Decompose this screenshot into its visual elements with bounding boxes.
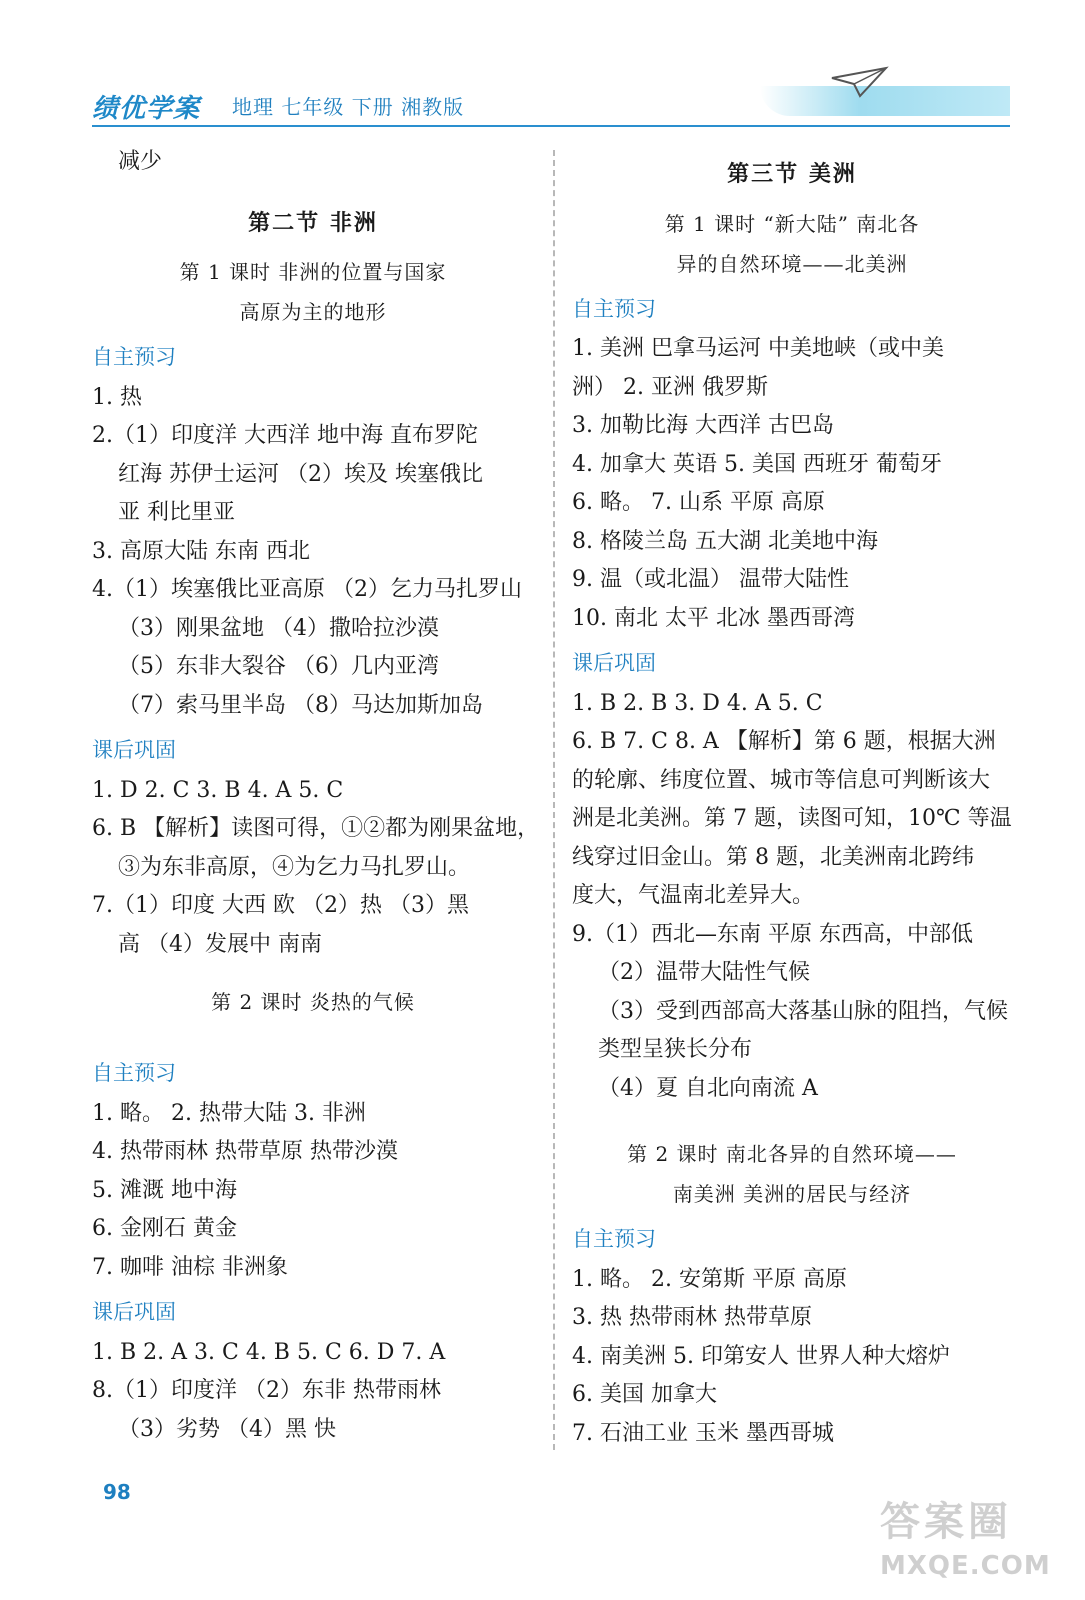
page-header	[0, 60, 1085, 150]
lesson-title-line: 高原为主的地形	[239, 300, 387, 324]
answer-line: 1. 略。 2. 安第斯 平原 高原	[572, 1266, 847, 1292]
answer-line: 洲） 2. 亚洲 俄罗斯	[572, 374, 768, 400]
left-column	[92, 143, 540, 1449]
header-rule	[92, 125, 1010, 127]
answer-line: 高 （4）发展中 南南	[118, 931, 322, 957]
answer-list	[92, 772, 540, 965]
answer-line: 4. 南美洲 5. 印第安人 世界人种大熔炉	[572, 1343, 950, 1369]
answer-line: ③为东非高原，④为乞力马扎罗山。	[118, 854, 471, 880]
answer-line: 度大，气温南北差异大。	[572, 883, 815, 908]
heading-preview: 自主预习	[572, 1227, 656, 1251]
brand-logo: 绩优学案	[92, 94, 201, 124]
answer-line: 线穿过旧金山。第 8 题，北美洲南北跨纬	[572, 844, 974, 870]
lesson-title-line: 第 1 课时 非洲的位置与国家	[179, 260, 447, 284]
lesson-title-line: 南美洲 美洲的居民与经济	[672, 1182, 912, 1206]
answer-line: 亚 利比里亚	[118, 500, 235, 525]
answer-line: 7.（1）印度 大西 欧 （2）热 （3）黑	[92, 893, 469, 918]
answer-line: （5）东非大裂谷 （6）几内亚湾	[118, 654, 439, 679]
answer-line: 6. 金刚石 黄金	[92, 1216, 237, 1241]
answer-line: （4）夏 自北向南流 A	[598, 1075, 818, 1101]
answer-line: （3）刚果盆地 （4）撒哈拉沙漠	[118, 615, 439, 641]
answer-line: 3. 高原大陆 东南 西北	[92, 538, 310, 564]
answer-list	[92, 1334, 534, 1450]
heading-review: 课后巩固	[92, 738, 176, 762]
answer-line: （7）索马里半岛 （8）马达加斯加岛	[118, 692, 483, 718]
section-title-africa: 第二节 非洲	[248, 209, 378, 236]
answer-line: 类型呈狭长分布	[598, 1037, 753, 1062]
answer-line: 6. 美国 加拿大	[572, 1382, 717, 1407]
answer-list	[572, 330, 1012, 638]
answer-line: 1. 热	[92, 384, 142, 410]
lesson-title-line: 异的自然环境——北美洲	[676, 251, 908, 276]
paper-plane-icon	[830, 64, 890, 100]
site-watermark	[880, 1490, 1055, 1590]
answer-list	[92, 379, 534, 726]
heading-preview: 自主预习	[572, 296, 656, 321]
answer-line: 1. 美洲 巴拿马运河 中美地峡（或中美	[572, 336, 944, 361]
answer-line: 8. 格陵兰岛 五大湖 北美地中海	[572, 528, 878, 554]
answer-line: 8.（1）印度洋 （2）东非 热带雨林	[92, 1378, 441, 1403]
watermark-logo-text: 答案圈	[880, 1499, 1012, 1545]
section-title-americas: 第三节 美洲	[727, 161, 857, 187]
answer-line: 6. B 7. C 8. A 【解析】第 6 题，根据大洲	[572, 729, 996, 754]
answer-line: 7. 石油工业 玉米 墨西哥城	[572, 1420, 834, 1446]
page-number: 98	[103, 1480, 131, 1504]
answer-line: 1. 略。 2. 热带大陆 3. 非洲	[92, 1100, 366, 1126]
answer-line: （3）受到西部高大落基山脉的阻挡，气候	[598, 998, 1008, 1024]
answer-line: 7. 咖啡 油棕 非洲象	[92, 1254, 288, 1280]
answer-line: （3）劣势 （4）黑 快	[118, 1416, 336, 1442]
answer-list	[572, 685, 1012, 1109]
lesson-title-line: 第 2 课时 炎热的气候	[211, 990, 415, 1014]
heading-review: 课后巩固	[92, 1300, 176, 1324]
answer-list	[92, 1095, 534, 1288]
book-subtitle: 地理 七年级 下册 湘教版	[232, 95, 465, 119]
answer-line: 9.（1）西北—东南 平原 东西高，中部低	[572, 921, 973, 947]
heading-review: 课后巩固	[572, 651, 656, 675]
answer-line: 5. 滩溉 地中海	[92, 1177, 237, 1203]
answer-line: 6. B 【解析】读图可得，①②都为刚果盆地，	[92, 816, 540, 841]
heading-preview: 自主预习	[92, 1061, 176, 1085]
answer-line: 10. 南北 太平 北冰 墨西哥湾	[572, 605, 855, 631]
answer-list	[572, 1261, 1012, 1454]
lesson-title-line: 第 2 课时 南北各异的自然环境——	[627, 1142, 957, 1166]
watermark-url: MXQE.COM	[880, 1551, 1051, 1581]
lesson-title-line: 第 1 课时 “新大陆” 南北各	[664, 211, 920, 236]
answer-line: 1. B 2. B 3. D 4. A 5. C	[572, 690, 823, 716]
heading-preview: 自主预习	[92, 345, 176, 369]
answer-line: 3. 加勒比海 大西洋 古巴岛	[572, 413, 834, 438]
carry-over-text: 减少	[118, 149, 163, 174]
answer-line: （2）温带大陆性气候	[598, 960, 810, 985]
right-column	[572, 143, 1012, 1453]
answer-line: 的轮廓、纬度位置、城市等信息可判断该大	[572, 767, 991, 793]
answer-line: 洲是北美洲。第 7 题，读图可知，10℃ 等温	[572, 806, 1012, 831]
answer-line: 1. D 2. C 3. B 4. A 5. C	[92, 777, 344, 803]
answer-line: 红海 苏伊士运河 （2）埃及 埃塞俄比	[118, 461, 483, 487]
answer-line: 1. B 2. A 3. C 4. B 5. C 6. D 7. A	[92, 1339, 446, 1365]
column-divider	[553, 150, 555, 1450]
answer-line: 9. 温（或北温） 温带大陆性	[572, 567, 849, 592]
answer-line: 6. 略。 7. 山系 平原 高原	[572, 490, 825, 515]
answer-line: 4.（1）埃塞俄比亚高原 （2）乞力马扎罗山	[92, 577, 522, 602]
answer-line: 2.（1）印度洋 大西洋 地中海 直布罗陀	[92, 423, 478, 448]
answer-line: 3. 热 热带雨林 热带草原	[572, 1305, 812, 1330]
answer-line: 4. 热带雨林 热带草原 热带沙漠	[92, 1139, 398, 1164]
answer-line: 4. 加拿大 英语 5. 美国 西班牙 葡萄牙	[572, 451, 942, 477]
